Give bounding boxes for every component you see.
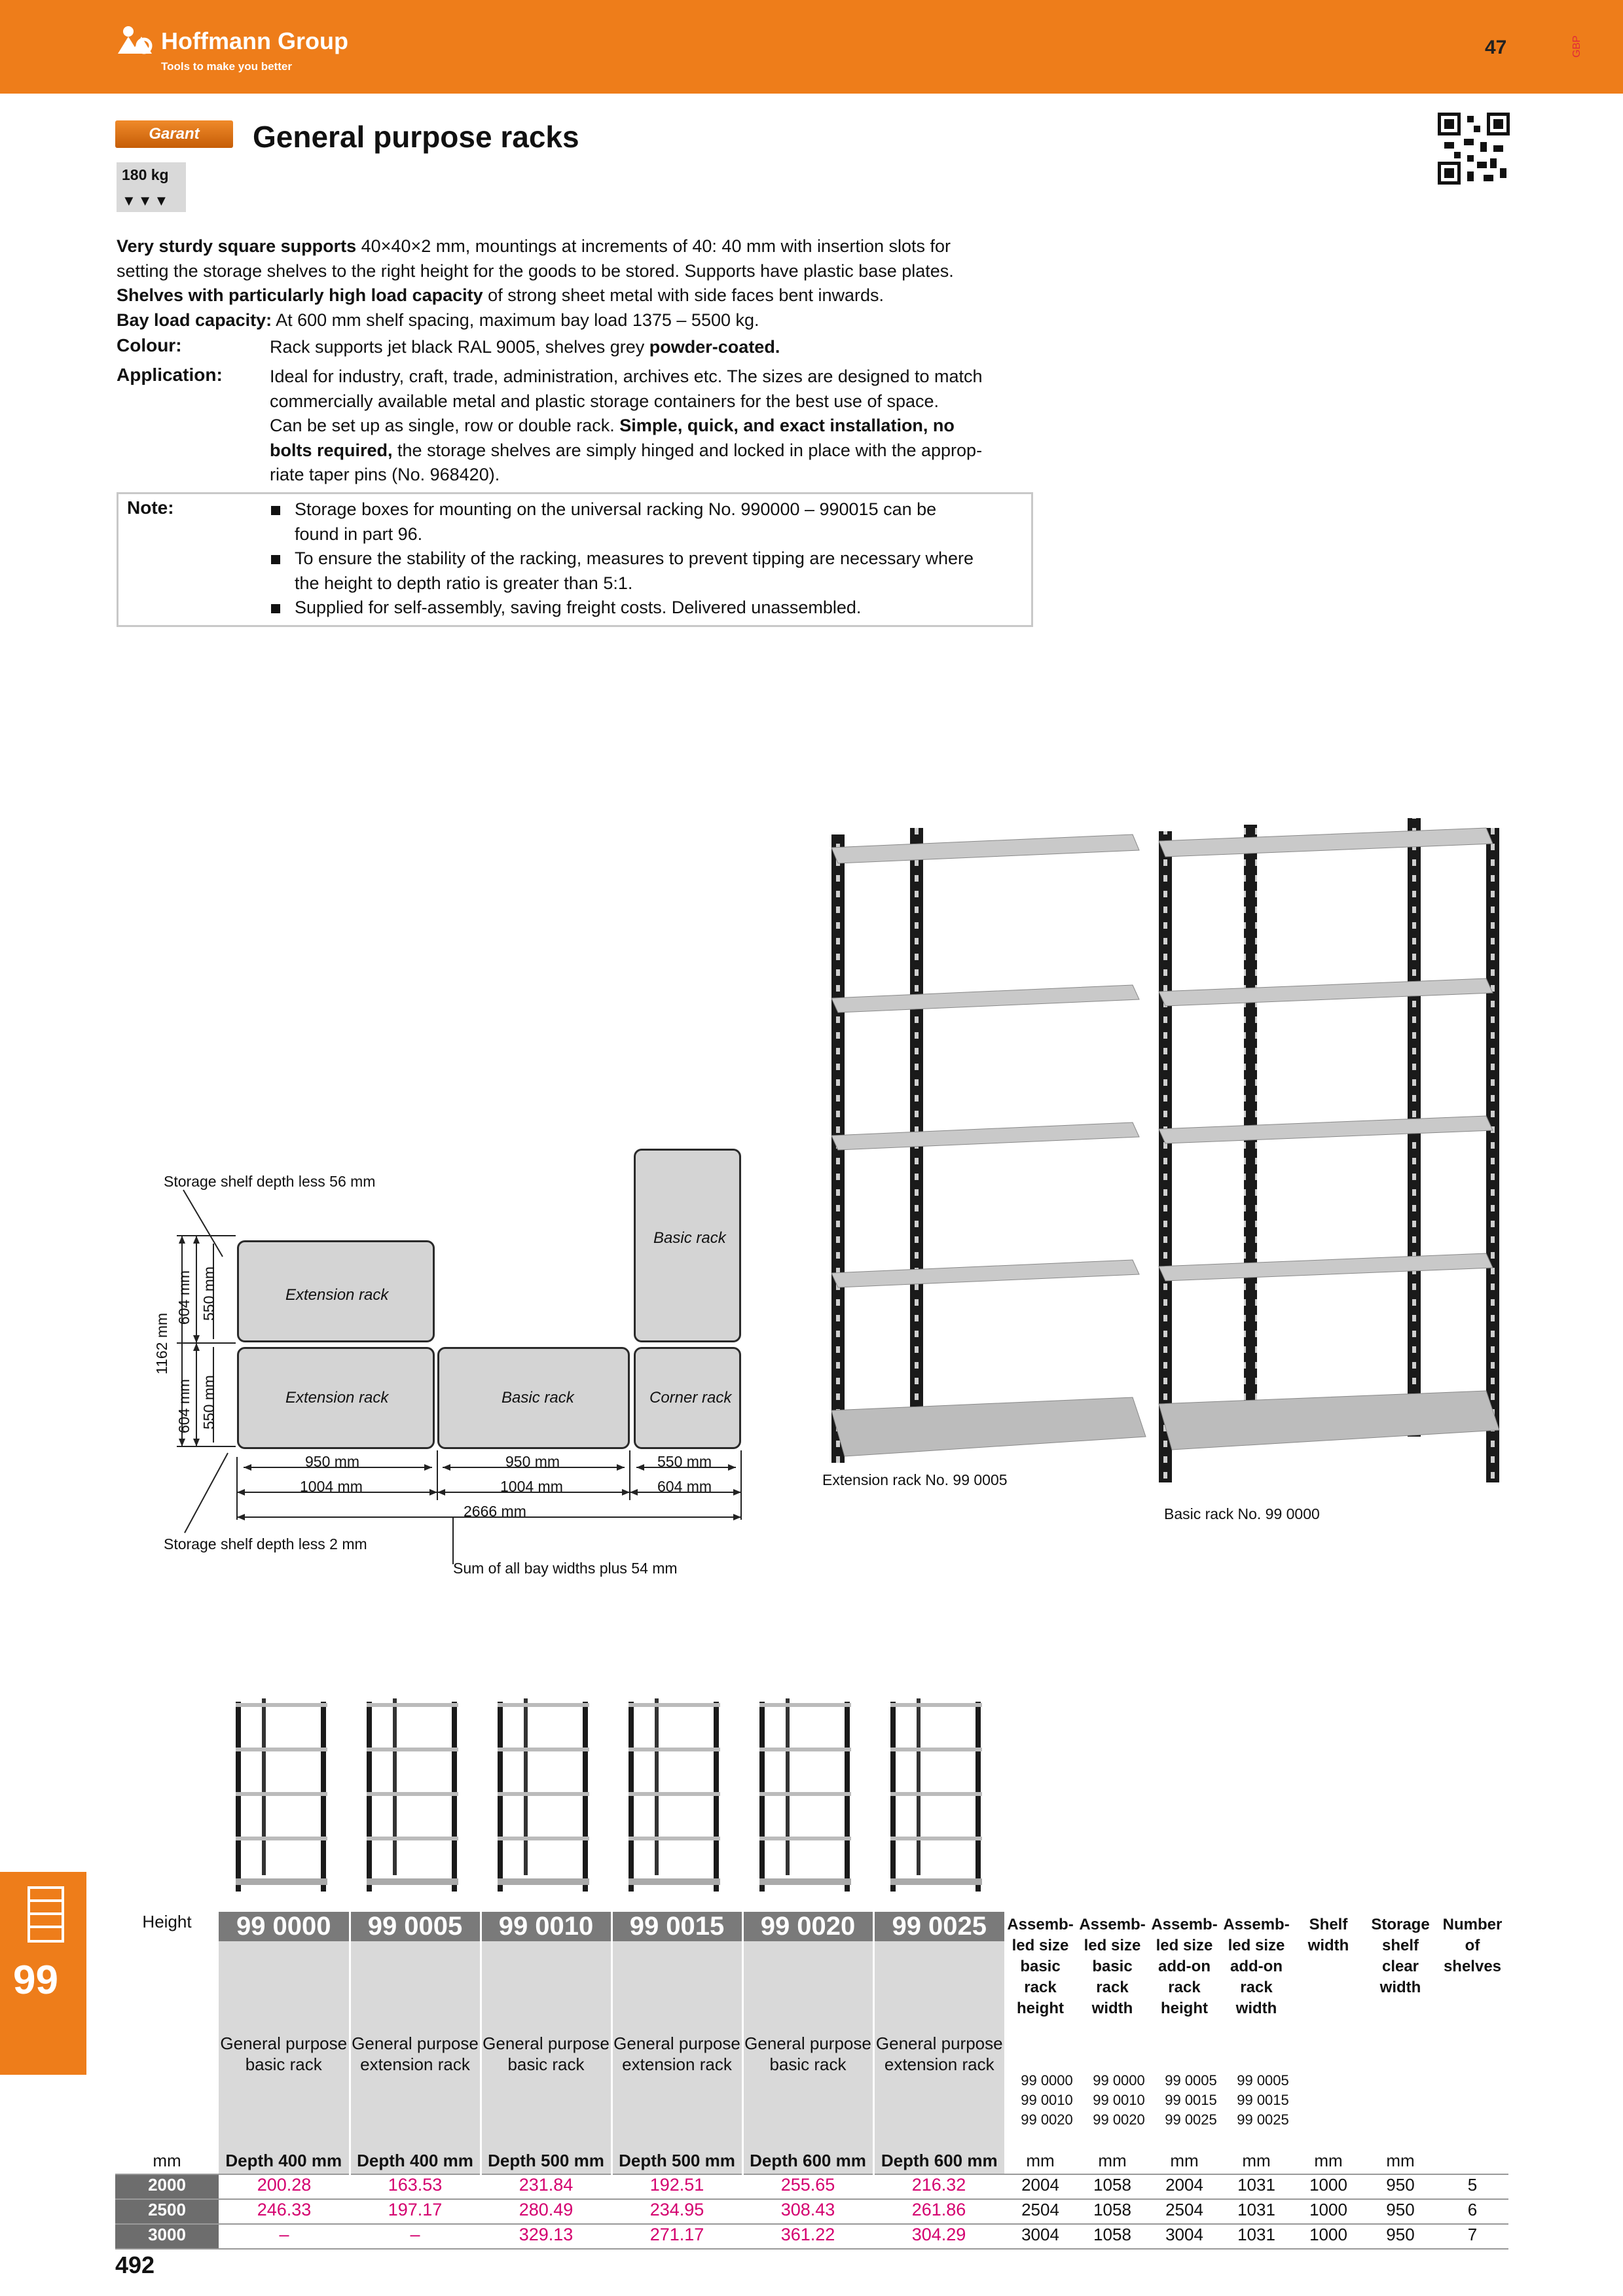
- col-header: Assemb-led size basic rack width: [1079, 1916, 1146, 2017]
- price-cell: –: [279, 2225, 289, 2244]
- article-number: 99 0000: [219, 1912, 350, 1941]
- dimension-cell: 6: [1467, 2200, 1478, 2219]
- dim-550-upper: 550 mm: [200, 1266, 217, 1321]
- brand-name: Hoffmann Group: [161, 27, 348, 54]
- note-item: found in part 96.: [295, 524, 423, 544]
- row-height: 2000: [115, 2174, 219, 2199]
- price-cell: 231.84: [519, 2175, 574, 2195]
- dim-1004: 1004 mm: [300, 1478, 363, 1495]
- article-number: 99 0025: [873, 1912, 1004, 1941]
- depth-label: Depth 400 mm: [350, 2151, 481, 2174]
- dim-604-lower: 604 mm: [175, 1378, 192, 1433]
- supports-text-2: setting the storage shelves to the right height for the goods to be stored. Supports have plastic base plates.: [117, 260, 954, 281]
- extension-rack-illustration: [831, 828, 1146, 1463]
- rack-photos: [818, 808, 1506, 1502]
- dim-550-lower: 550 mm: [200, 1374, 217, 1429]
- basic-rack-caption: Basic rack No. 99 0000: [1164, 1505, 1320, 1522]
- garant-logo: Garant: [115, 120, 233, 148]
- dimension-cell: 2504: [1021, 2200, 1059, 2219]
- price-cell: –: [410, 2225, 420, 2244]
- ref-list: 99 0005 99 0015 99 0025: [1237, 2072, 1289, 2128]
- dim-604-upper: 604 mm: [175, 1270, 192, 1325]
- mm-unit: mm: [153, 2151, 181, 2170]
- unit: mm: [1386, 2151, 1415, 2170]
- section-number: 99: [13, 1958, 58, 2003]
- load-value: 180 kg: [122, 166, 169, 183]
- colour-label: Colour:: [117, 335, 182, 355]
- depth-less-2-note: Storage shelf depth less 2 mm: [164, 1535, 367, 1552]
- dimension-cell: 950: [1386, 2225, 1415, 2244]
- application-line: commercially available metal and plastic storage containers for the best use of space.: [270, 391, 939, 411]
- unit: mm: [1242, 2151, 1271, 2170]
- unit: mm: [1314, 2151, 1343, 2170]
- dimension-cell: 1058: [1093, 2225, 1131, 2244]
- dim-950: 950 mm: [305, 1453, 360, 1470]
- price-cell: 163.53: [388, 2175, 443, 2195]
- product-table: [115, 1912, 1508, 2250]
- bullet-icon: [271, 555, 280, 564]
- corner-rack-label: Corner rack: [649, 1389, 732, 1407]
- article-desc: General purpose extension rack: [350, 1941, 481, 2079]
- catalog-page-number: 47: [1485, 37, 1507, 58]
- application-line: the storage shelves are simply hinged and locked in place with the approp-: [392, 440, 983, 460]
- note-item: To ensure the stability of the racking, measures to prevent tipping are necessary where: [295, 548, 974, 568]
- article-desc: General purpose basic rack: [742, 1941, 873, 2079]
- bay-text: At 600 mm shelf spacing, maximum bay load 1375 – 5500 kg.: [272, 310, 759, 330]
- shelves-heading: Shelves with particularly high load capacity: [117, 285, 483, 305]
- depth-label: Depth 400 mm: [219, 2151, 350, 2174]
- dimension-cell: 950: [1386, 2200, 1415, 2219]
- price-cell: 234.95: [649, 2200, 704, 2219]
- col-header: Number of shelves: [1442, 1916, 1503, 1975]
- application-label: Application:: [117, 365, 223, 385]
- price-cell: 271.17: [649, 2225, 704, 2244]
- depth-label: Depth 600 mm: [742, 2151, 873, 2174]
- dim-604: 604 mm: [657, 1478, 712, 1495]
- note-list: [271, 497, 1024, 620]
- table-row: [115, 2199, 1508, 2224]
- article-desc: General purpose extension rack: [873, 1941, 1004, 2079]
- price-cell: 192.51: [649, 2175, 704, 2195]
- application-bold: Simple, quick, and exact installation, no: [619, 416, 955, 435]
- dim-1162: 1162 mm: [153, 1312, 170, 1374]
- colour-text: [270, 335, 780, 360]
- basic-rack-label: Basic rack: [653, 1229, 726, 1247]
- col-header: Storage shelf clear width: [1371, 1916, 1430, 1996]
- dimension-cell: 950: [1386, 2175, 1415, 2195]
- height-header: Height: [142, 1912, 192, 1931]
- article-desc: General purpose basic rack: [481, 1941, 611, 2079]
- price-cell: 308.43: [780, 2200, 835, 2219]
- load-triangles-icon: ▼▼▼: [122, 192, 171, 209]
- application-line: Can be set up as single, row or double rack.: [270, 416, 620, 435]
- dim-950: 950 mm: [505, 1453, 560, 1470]
- dimension-cell: 1058: [1093, 2200, 1131, 2219]
- rack-thumbnail-icon: [236, 1698, 327, 1892]
- dimension-cell: 1031: [1237, 2225, 1275, 2244]
- dimension-cell: 2504: [1165, 2200, 1203, 2219]
- dimension-cell: 1000: [1309, 2225, 1347, 2244]
- col-header: Assemb-led size add-on rack width: [1223, 1916, 1290, 2017]
- unit: mm: [1170, 2151, 1199, 2170]
- col-header: Shelf width: [1307, 1916, 1349, 1954]
- currency-label: GBP: [1571, 35, 1582, 58]
- unit: mm: [1098, 2151, 1127, 2170]
- dimension-cell: 3004: [1165, 2225, 1203, 2244]
- depth-label: Depth 600 mm: [873, 2151, 1004, 2174]
- unit: [1436, 2151, 1508, 2174]
- application-line: Ideal for industry, craft, trade, administration, archives etc. The sizes are designed to match: [270, 367, 983, 386]
- depth-label: Depth 500 mm: [611, 2151, 742, 2174]
- table-row: [115, 2224, 1508, 2249]
- col-header: Assemb-led size basic rack height: [1007, 1916, 1074, 2017]
- dimension-cell: 2004: [1021, 2175, 1059, 2195]
- description-block: [117, 234, 1046, 332]
- dimension-cell: 7: [1467, 2225, 1478, 2244]
- price-cell: 255.65: [780, 2175, 835, 2195]
- price-cell: 261.86: [911, 2200, 966, 2219]
- price-cell: 361.22: [780, 2225, 835, 2244]
- dimension-cell: 5: [1467, 2175, 1478, 2195]
- qr-code-icon: [1438, 113, 1510, 185]
- rack-thumbnails: [229, 1695, 1028, 1898]
- bullet-icon: [271, 506, 280, 515]
- basic-rack-illustration: [1159, 818, 1499, 1482]
- colour-value: Rack supports jet black RAL 9005, shelves grey: [270, 337, 649, 357]
- price-cell: 246.33: [257, 2200, 312, 2219]
- sum-widths-note: Sum of all bay widths plus 54 mm: [453, 1560, 678, 1577]
- application-line: riate taper pins (No. 968420).: [270, 465, 500, 484]
- note-label: Note:: [127, 497, 174, 518]
- article-desc: General purpose extension rack: [611, 1941, 742, 2079]
- note-item: Storage boxes for mounting on the universal racking No. 990000 – 990015 can be: [295, 499, 937, 519]
- article-number: 99 0010: [481, 1912, 611, 1941]
- application-text: [270, 365, 1055, 488]
- dimension-cell: 1031: [1237, 2175, 1275, 2195]
- row-height: 2500: [115, 2199, 219, 2224]
- page-title: General purpose racks: [253, 120, 579, 154]
- dimension-cell: 1000: [1309, 2200, 1347, 2219]
- hoffmann-logo-icon: [115, 25, 157, 56]
- dimension-cell: 3004: [1021, 2225, 1059, 2244]
- dimension-cell: 2004: [1165, 2175, 1203, 2195]
- price-cell: 197.17: [388, 2200, 443, 2219]
- row-height: 3000: [115, 2224, 219, 2249]
- supports-text: 40×40×2 mm, mountings at increments of 40: 40 mm with insertion slots for: [356, 236, 951, 256]
- ref-list: 99 0000 99 0010 99 0020: [1093, 2072, 1145, 2128]
- extension-rack-caption: Extension rack No. 99 0005: [822, 1471, 1008, 1488]
- article-number: 99 0020: [742, 1912, 873, 1941]
- brand-tagline: Tools to make you better: [161, 60, 292, 73]
- extension-rack-label: Extension rack: [285, 1286, 389, 1304]
- depth-less-56-note: Storage shelf depth less 56 mm: [164, 1173, 376, 1190]
- dim-550: 550 mm: [657, 1453, 712, 1470]
- colour-bold: powder-coated.: [649, 337, 780, 357]
- price-cell: 280.49: [519, 2200, 574, 2219]
- article-number: 99 0005: [350, 1912, 481, 1941]
- dimension-cell: 1000: [1309, 2175, 1347, 2195]
- page-number: 492: [115, 2251, 155, 2278]
- price-cell: 329.13: [519, 2225, 574, 2244]
- note-item: the height to depth ratio is greater than 5:1.: [295, 573, 633, 593]
- dim-1004: 1004 mm: [500, 1478, 563, 1495]
- price-cell: 304.29: [911, 2225, 966, 2244]
- bay-heading: Bay load capacity:: [117, 310, 272, 330]
- col-header: Assemb-led size add-on rack height: [1151, 1916, 1218, 2017]
- article-number: 99 0015: [611, 1912, 742, 1941]
- ref-list: 99 0005 99 0015 99 0025: [1165, 2072, 1217, 2128]
- unit: mm: [1026, 2151, 1055, 2170]
- price-cell: 216.32: [911, 2175, 966, 2195]
- article-desc: General purpose basic rack: [219, 1941, 350, 2079]
- basic-rack-label: Basic rack: [501, 1389, 574, 1407]
- depth-label: Depth 500 mm: [481, 2151, 611, 2174]
- supports-heading: Very sturdy square supports: [117, 236, 357, 256]
- extension-rack-label: Extension rack: [285, 1389, 389, 1407]
- bullet-icon: [271, 604, 280, 613]
- ref-list: 99 0000 99 0010 99 0020: [1021, 2072, 1073, 2128]
- rack-section-icon: [26, 1885, 65, 1944]
- table-row: [115, 2174, 1508, 2199]
- shelves-text: of strong sheet metal with side faces bent inwards.: [483, 285, 884, 305]
- dimension-cell: 1031: [1237, 2200, 1275, 2219]
- application-bold: bolts required,: [270, 440, 393, 460]
- note-item: Supplied for self-assembly, saving freight costs. Delivered unassembled.: [295, 598, 862, 617]
- dim-2666: 2666 mm: [464, 1503, 526, 1520]
- price-cell: 200.28: [257, 2175, 312, 2195]
- dimension-cell: 1058: [1093, 2175, 1131, 2195]
